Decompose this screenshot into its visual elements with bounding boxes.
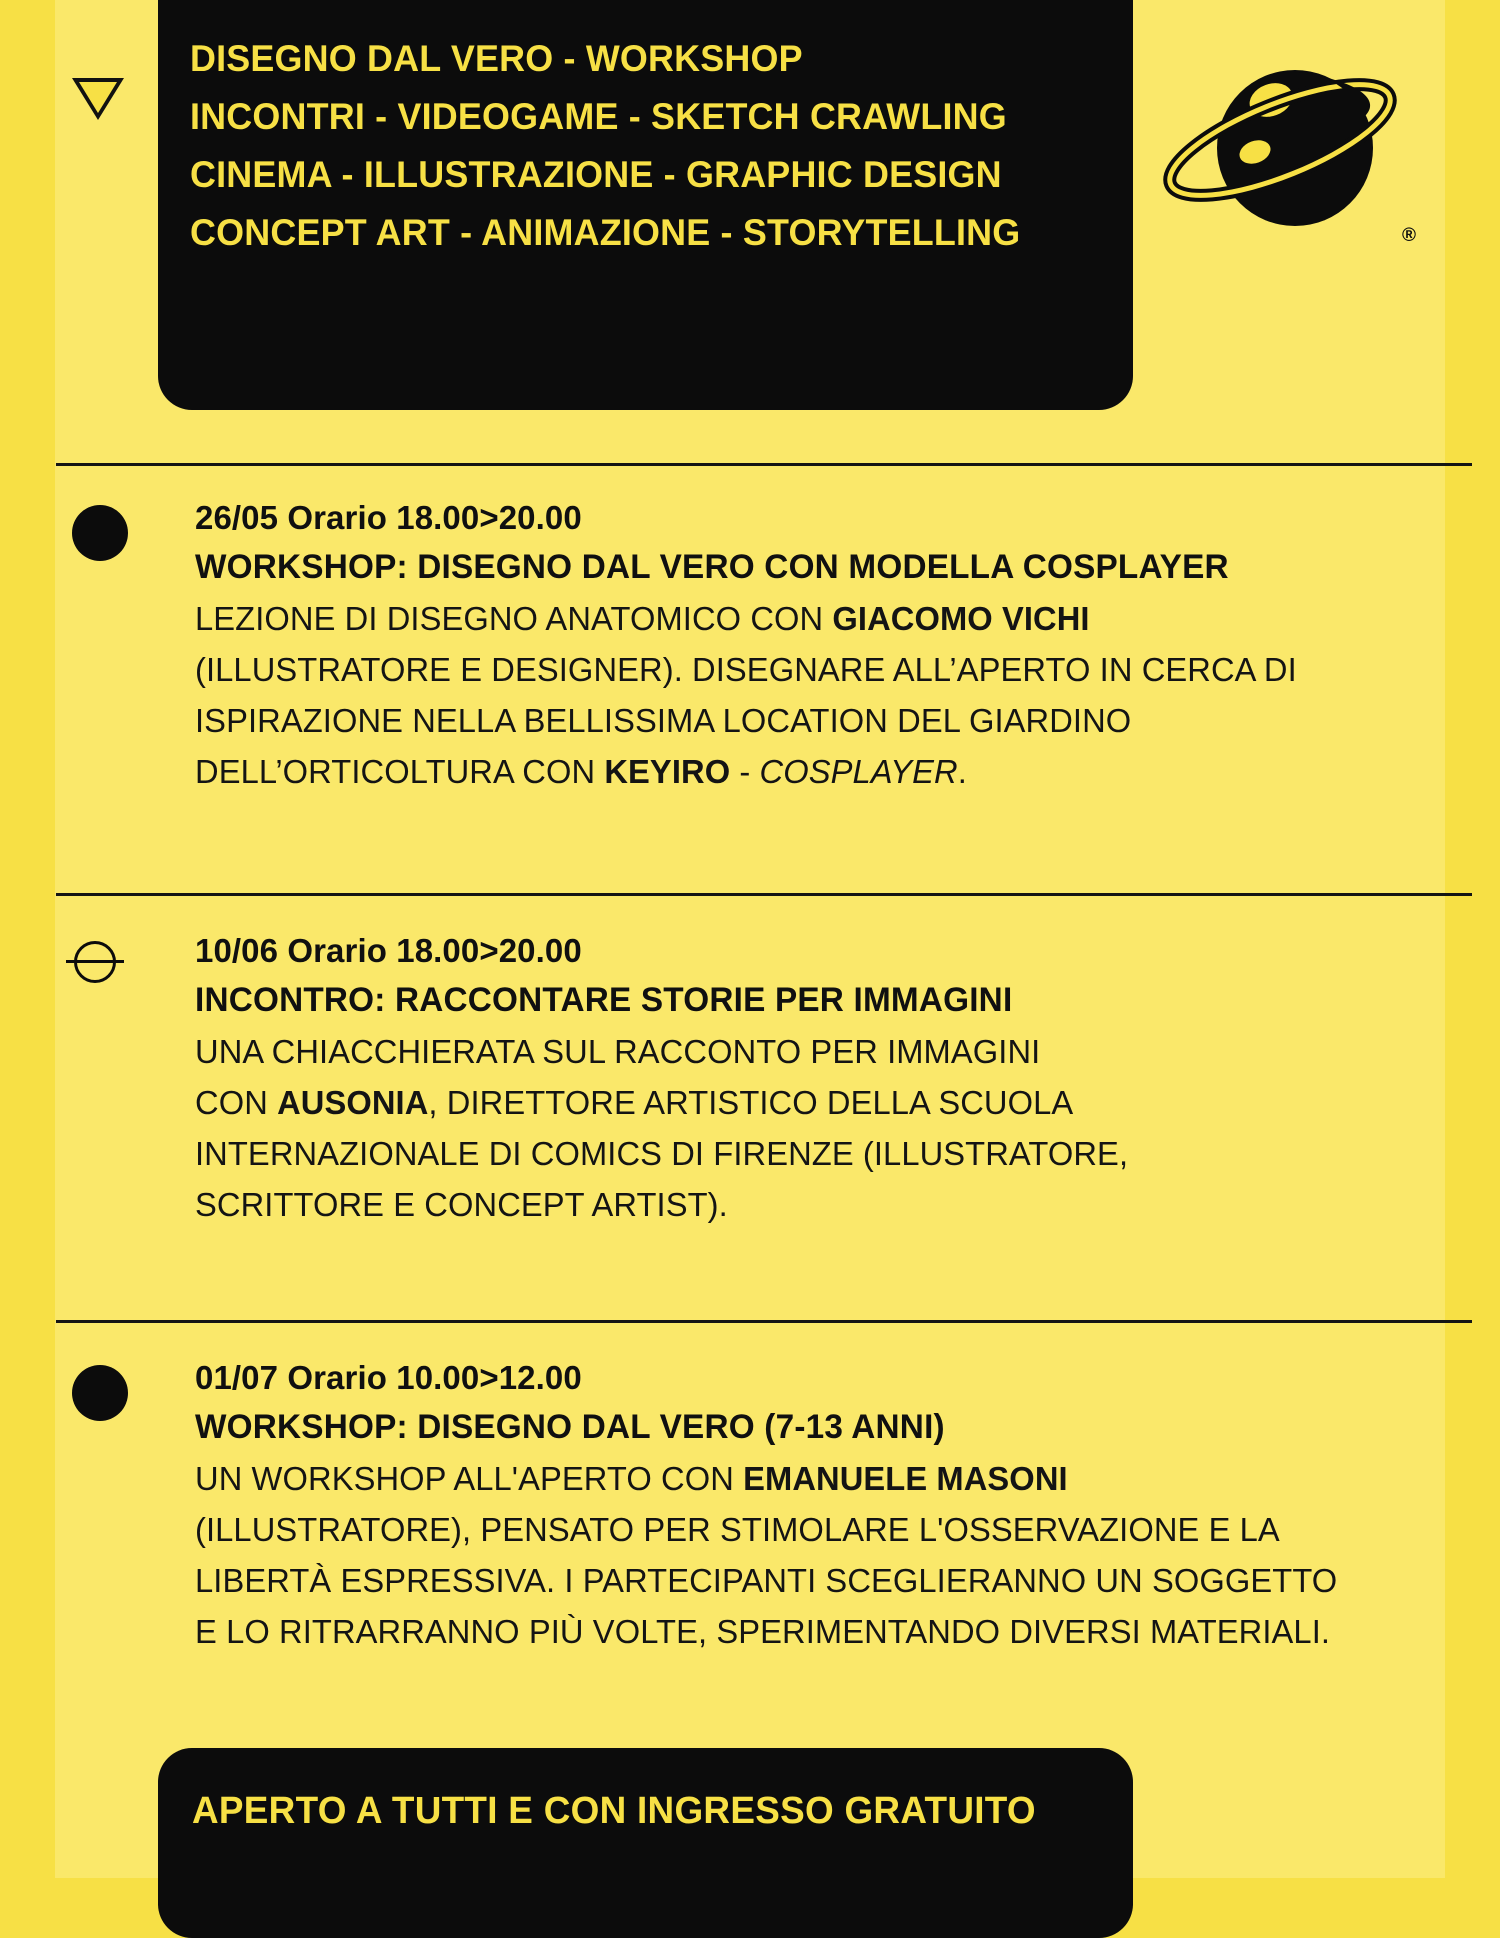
header-line-3: CINEMA - ILLUSTRAZIONE - GRAPHIC DESIGN — [190, 154, 1002, 195]
header-line-2: INCONTRI - VIDEOGAME - SKETCH CRAWLING — [190, 96, 1007, 137]
divider-rule-1 — [56, 463, 1472, 466]
event-item — [195, 1355, 1425, 1657]
event-description: LEZIONE DI DISEGNO ANATOMICO CON GIACOMO VICHI (ILLUSTRATORE E DESIGNER). DISEGNARE ALL’APERTO IN CERCA DI ISPIRAZIONE NELLA BELLISSIMA LOCATION DEL GIARDINO DELL’ORTICOLTURA CON KEYIRO - COSPLAYER. — [195, 600, 1297, 790]
bullet-circle-line-icon — [66, 938, 122, 994]
bullet-dot-icon-1 — [72, 505, 128, 561]
divider-rule-2 — [56, 893, 1472, 896]
event-title: WORKSHOP: DISEGNO DAL VERO CON MODELLA COSPLAYER — [195, 548, 1229, 586]
event-time: 26/05 Orario 18.00>20.00 — [195, 499, 582, 536]
triangle-marker-inner-icon — [79, 82, 117, 113]
footer-panel — [158, 1748, 1133, 1938]
footer-text: APERTO A TUTTI E CON INGRESSO GRATUITO — [192, 1790, 1036, 1832]
header-line-1: DISEGNO DAL VERO - WORKSHOP — [190, 38, 803, 79]
event-time: 01/07 Orario 10.00>12.00 — [195, 1359, 582, 1396]
registered-mark: ® — [1402, 225, 1416, 246]
event-description: UNA CHIACCHIERATA SUL RACCONTO PER IMMAGINI CON AUSONIA, DIRETTORE ARTISTICO DELLA SCUOLA INTERNAZIONALE DI COMICS DI FIRENZE (ILLUSTRATORE, SCRITTORE E CONCEPT ARTIST). — [195, 1033, 1129, 1223]
event-title: INCONTRO: RACCONTARE STORIE PER IMMAGINI — [195, 981, 1013, 1019]
event-title: WORKSHOP: DISEGNO DAL VERO (7-13 ANNI) — [195, 1408, 945, 1446]
header-line-4: CONCEPT ART - ANIMAZIONE - STORYTELLING — [190, 212, 1021, 253]
bullet-ring — [74, 941, 116, 983]
planet-logo-icon — [1155, 60, 1405, 240]
divider-rule-3 — [56, 1320, 1472, 1323]
event-description: UN WORKSHOP ALL'APERTO CON EMANUELE MASONI (ILLUSTRATORE), PENSATO PER STIMOLARE L'OSSERVAZIONE E LA LIBERTÀ ESPRESSIVA. I PARTECIPANTI SCEGLIERANNO UN SOGGETTO E LO RITRARRANNO PIÙ VOLTE, SPERIMENTANDO DIVERSI MATERIALI. — [195, 1460, 1338, 1650]
event-item — [195, 928, 1425, 1230]
bullet-dot-icon-3 — [72, 1365, 128, 1421]
header-title-block — [190, 30, 1090, 262]
event-time: 10/06 Orario 18.00>20.00 — [195, 932, 582, 969]
event-item — [195, 495, 1425, 797]
